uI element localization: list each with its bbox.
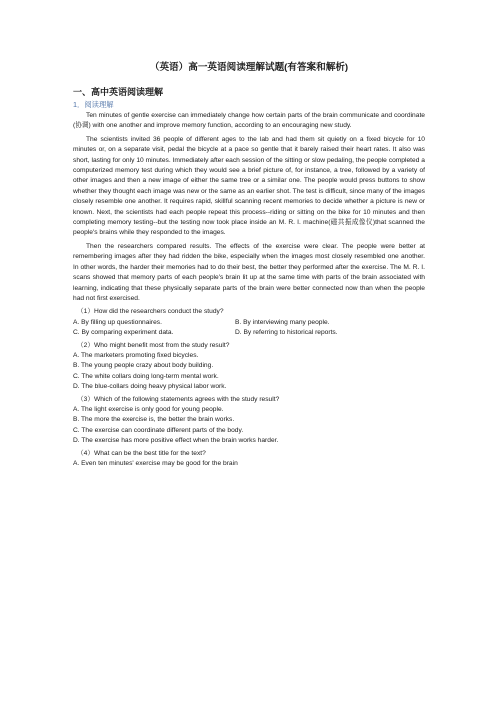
question-1-option-d: D. By referring to historical reports.: [235, 329, 338, 337]
question-label: 1．阅读理解: [73, 100, 114, 109]
question-3-option-b: B. The more the exercise is, the better the brain works.: [73, 416, 235, 424]
question-2-option-c: C. The white collars doing long-term mental work.: [73, 372, 219, 380]
question-2-option-a: A. The marketers promoting fixed bicycles.: [73, 351, 199, 359]
question-3-option-d: D. The exercise has more positive effect when the brain works harder.: [73, 437, 279, 445]
question-3-option-c: C. The exercise can coordinate different parts of the body.: [73, 426, 244, 434]
question-2-option-d: D. The blue-collars doing heavy physical labor work.: [73, 383, 227, 391]
passage-paragraph-1: Ten minutes of gentle exercise can immediately change how certain parts of the brain communicate and coordinate (协调) with one another and improve memory function, according to an encouraging new study.: [73, 112, 425, 130]
section-heading: 一、高中英语阅读理解: [73, 88, 164, 98]
question-4-option-a: A. Even ten minutes' exercise may be good for the brain: [73, 460, 238, 467]
question-1-option-a: A. By filling up questionnaires.: [73, 318, 162, 326]
question-1-options-row-2: [73, 328, 425, 338]
passage-paragraph-2: The scientists invited 36 people of different ages to the lab and had them sit quietly on a fixed bicycle for 10 minutes or, on a separate visit, pedal the bicycle at a pace so gentle that it barely raised their heart rates. It also was short, lasting for only 10 minutes. Immediately after each session of the sitting or slow pedaling, the people completed a computerized memory test during which they would see a brief picture of, for instance, a tree, followed by a variety of other images and then a new image of either the same tree or a similar one. The people would press buttons to show whether they thought each image was new or the same as an earlier shot. The test is difficult, since many of the images closely resemble one another. It requires rapid, skillful scanning recent memories to decide whether a picture is new or known. Next, the scientists had each people repeat this process--riding or sitting on the bike for 10 minutes and then completing memory testing--but the testing now took place inside an M. R. I. machine(磁共振成像仪)that scanned the people's brains while they responded to the images.: [73, 135, 425, 237]
question-2-option-b: B. The young people crazy about body building.: [73, 362, 214, 370]
question-1-options-row-1: [73, 318, 425, 328]
question-3-option-a: A. The light exercise is only good for young people.: [73, 405, 224, 413]
passage-paragraph-3: Then the researchers compared results. The effects of the exercise were clear. The people were better at remembering images after they had ridden the bike, especially when the images most closely resembled one another. In other words, the harder their memories had to do their best, the better they performed after the exercise. The M. R. I. scans showed that memory parts of each people's brain lit up at the same time with parts of the brain associated with learning, indicating that these physically separate parts of the brain were better connected now than when the people had not first exercised.: [73, 242, 425, 302]
question-1-stem: （1）How did the researchers conduct the study?: [77, 308, 224, 316]
question-4-stem: （4）What can be the best title for the text?: [77, 449, 206, 457]
document-title: （英语）高一英语阅读理解试题(有答案和解析): [149, 62, 349, 73]
question-1-option-c: C. By comparing experiment data.: [73, 329, 174, 337]
question-1-option-b: B. By interviewing many people.: [235, 318, 330, 326]
question-3-stem: （3）Which of the following statements agrees with the study result?: [77, 395, 280, 403]
question-2-stem: （2）Who might benefit most from the study result?: [77, 341, 230, 349]
